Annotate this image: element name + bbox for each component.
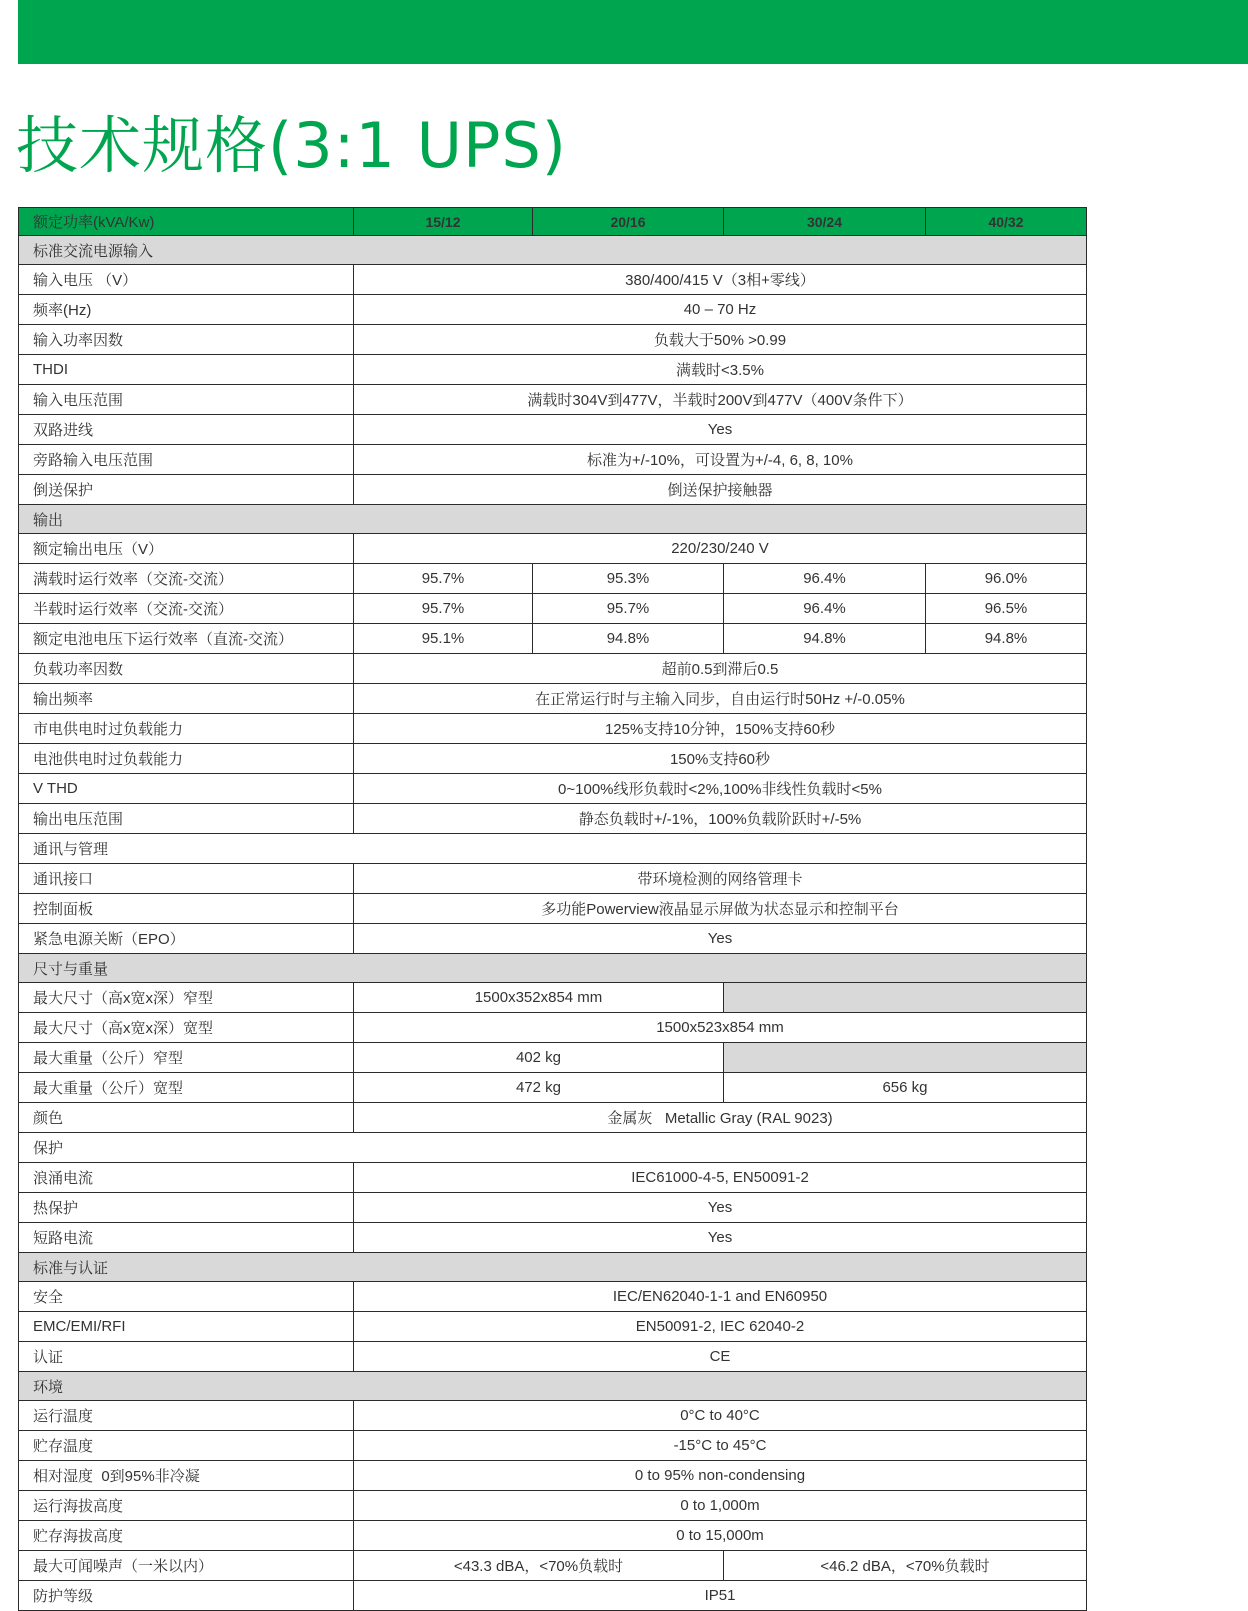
row-value: 96.0%	[926, 564, 1087, 594]
row-label: 最大尺寸（高x宽x深）窄型	[19, 983, 354, 1013]
row-label: 倒送保护	[19, 475, 354, 505]
spec-table	[18, 207, 1087, 1611]
row-value: 带环境检测的网络管理卡	[354, 864, 1087, 894]
row-label: EMC/EMI/RFI	[19, 1312, 354, 1342]
row-label: 热保护	[19, 1193, 354, 1223]
table-row	[19, 445, 1087, 475]
table-row	[19, 1401, 1087, 1431]
table-row	[19, 624, 1087, 654]
page-title: 技术规格(3:1 UPS)	[16, 109, 567, 182]
section-title-standards: 标准与认证	[19, 1253, 1087, 1282]
row-value: 95.7%	[533, 594, 724, 624]
row-value: 95.1%	[354, 624, 533, 654]
table-row	[19, 804, 1087, 834]
row-value: 380/400/415 V（3相+零线）	[354, 265, 1087, 295]
top-green-band	[18, 0, 1248, 64]
table-row	[19, 415, 1087, 445]
row-label: 输入功率因数	[19, 325, 354, 355]
section-title-input: 标准交流电源输入	[19, 236, 1087, 265]
section-title-output: 输出	[19, 505, 1087, 534]
table-row	[19, 1013, 1087, 1043]
row-value: IEC61000-4-5, EN50091-2	[354, 1163, 1087, 1193]
table-row	[19, 1043, 1087, 1073]
row-label: 认证	[19, 1342, 354, 1372]
row-label: 最大可闻噪声（一米以内）	[19, 1551, 354, 1581]
row-value: 负载大于50% >0.99	[354, 325, 1087, 355]
table-row	[19, 894, 1087, 924]
table-row	[19, 1103, 1087, 1133]
row-value: 超前0.5到滞后0.5	[354, 654, 1087, 684]
row-value: 金属灰 Metallic Gray (RAL 9023)	[354, 1103, 1087, 1133]
row-label: 颜色	[19, 1103, 354, 1133]
row-label: 输入电压 （V）	[19, 265, 354, 295]
table-row	[19, 475, 1087, 505]
row-label: 运行温度	[19, 1401, 354, 1431]
row-value: 倒送保护接触器	[354, 475, 1087, 505]
row-value: IEC/EN62040-1-1 and EN60950	[354, 1282, 1087, 1312]
row-label: 输出电压范围	[19, 804, 354, 834]
row-label: 输出频率	[19, 684, 354, 714]
table-row	[19, 1581, 1087, 1611]
section-row	[19, 1253, 1087, 1282]
row-label: 相对湿度 0到95%非冷凝	[19, 1461, 354, 1491]
table-row	[19, 1193, 1087, 1223]
row-value: 0~100%线形负载时<2%,100%非线性负载时<5%	[354, 774, 1087, 804]
row-value: CE	[354, 1342, 1087, 1372]
row-label: 安全	[19, 1282, 354, 1312]
row-value: EN50091-2, IEC 62040-2	[354, 1312, 1087, 1342]
row-label: THDI	[19, 355, 354, 385]
row-value: 40 – 70 Hz	[354, 295, 1087, 325]
model-20-16-header: 20/16	[533, 208, 724, 236]
table-row	[19, 924, 1087, 954]
row-label: V THD	[19, 774, 354, 804]
row-value: Yes	[354, 1223, 1087, 1253]
row-value: <43.3 dBA，<70%负载时	[354, 1551, 724, 1581]
table-row	[19, 1342, 1087, 1372]
row-label: 满载时运行效率（交流-交流）	[19, 564, 354, 594]
table-row	[19, 1312, 1087, 1342]
table-row	[19, 714, 1087, 744]
row-label: 双路进线	[19, 415, 354, 445]
row-value: 150%支持60秒	[354, 744, 1087, 774]
row-value: 95.3%	[533, 564, 724, 594]
table-row	[19, 564, 1087, 594]
row-value: 满载时304V到477V，半载时200V到477V（400V条件下）	[354, 385, 1087, 415]
table-row	[19, 983, 1087, 1013]
table-row	[19, 654, 1087, 684]
table-row	[19, 774, 1087, 804]
row-value: 0 to 95% non-condensing	[354, 1461, 1087, 1491]
row-label: 额定电池电压下运行效率（直流-交流）	[19, 624, 354, 654]
table-row	[19, 1551, 1087, 1581]
row-label: 贮存温度	[19, 1431, 354, 1461]
table-row	[19, 1282, 1087, 1312]
row-value: -15°C to 45°C	[354, 1431, 1087, 1461]
section-title-dims: 尺寸与重量	[19, 954, 1087, 983]
row-label: 防护等级	[19, 1581, 354, 1611]
table-row	[19, 1073, 1087, 1103]
section-title-env: 环境	[19, 1372, 1087, 1401]
not-applicable-cell	[724, 1043, 1087, 1073]
model-40-32-header: 40/32	[926, 208, 1087, 236]
row-label: 短路电流	[19, 1223, 354, 1253]
table-row	[19, 744, 1087, 774]
table-row	[19, 1223, 1087, 1253]
section-row	[19, 954, 1087, 983]
row-value: <46.2 dBA，<70%负载时	[724, 1551, 1087, 1581]
model-30-24-header: 30/24	[724, 208, 926, 236]
row-value: 402 kg	[354, 1043, 724, 1073]
row-label: 紧急电源关断（EPO）	[19, 924, 354, 954]
row-label: 市电供电时过负载能力	[19, 714, 354, 744]
row-value: 94.8%	[533, 624, 724, 654]
row-label: 最大重量（公斤）窄型	[19, 1043, 354, 1073]
row-value: 1500x352x854 mm	[354, 983, 724, 1013]
row-value: 0 to 15,000m	[354, 1521, 1087, 1551]
row-label: 半载时运行效率（交流-交流）	[19, 594, 354, 624]
section-title-protection: 保护	[19, 1133, 1087, 1163]
row-value: 0°C to 40°C	[354, 1401, 1087, 1431]
row-value: 1500x523x854 mm	[354, 1013, 1087, 1043]
table-row	[19, 1491, 1087, 1521]
row-label: 频率(Hz)	[19, 295, 354, 325]
row-label: 额定输出电压（V）	[19, 534, 354, 564]
table-row	[19, 1431, 1087, 1461]
row-value: 95.7%	[354, 564, 533, 594]
row-value: 96.4%	[724, 594, 926, 624]
row-label: 浪涌电流	[19, 1163, 354, 1193]
row-value: Yes	[354, 924, 1087, 954]
row-value: Yes	[354, 415, 1087, 445]
table-row	[19, 325, 1087, 355]
row-value: Yes	[354, 1193, 1087, 1223]
row-value: 94.8%	[926, 624, 1087, 654]
table-row	[19, 534, 1087, 564]
row-value: 96.4%	[724, 564, 926, 594]
table-row	[19, 864, 1087, 894]
row-label: 最大尺寸（高x宽x深）宽型	[19, 1013, 354, 1043]
model-15-12-header: 15/12	[354, 208, 533, 236]
table-row	[19, 1521, 1087, 1551]
row-value: 标准为+/-10%，可设置为+/-4, 6, 8, 10%	[354, 445, 1087, 475]
row-value: IP51	[354, 1581, 1087, 1611]
row-label: 输入电压范围	[19, 385, 354, 415]
table-header-row	[19, 208, 1087, 236]
rated-power-header: 额定功率(kVA/Kw)	[19, 208, 354, 236]
row-value: 656 kg	[724, 1073, 1087, 1103]
table-row	[19, 1163, 1087, 1193]
row-value: 静态负载时+/-1%，100%负载阶跃时+/-5%	[354, 804, 1087, 834]
row-label: 旁路输入电压范围	[19, 445, 354, 475]
table-row	[19, 385, 1087, 415]
row-label: 负载功率因数	[19, 654, 354, 684]
row-value: 满载时<3.5%	[354, 355, 1087, 385]
row-value: 0 to 1,000m	[354, 1491, 1087, 1521]
row-label: 控制面板	[19, 894, 354, 924]
table-row	[19, 684, 1087, 714]
row-label: 最大重量（公斤）宽型	[19, 1073, 354, 1103]
section-row	[19, 505, 1087, 534]
row-label: 贮存海拔高度	[19, 1521, 354, 1551]
table-row	[19, 355, 1087, 385]
table-row	[19, 1461, 1087, 1491]
table-row	[19, 265, 1087, 295]
table-row	[19, 594, 1087, 624]
row-value: 95.7%	[354, 594, 533, 624]
section-row	[19, 1372, 1087, 1401]
row-value: 96.5%	[926, 594, 1087, 624]
section-title-comm: 通讯与管理	[19, 834, 1087, 864]
row-value: 125%支持10分钟，150%支持60秒	[354, 714, 1087, 744]
section-row	[19, 236, 1087, 265]
row-value: 多功能Powerview液晶显示屏做为状态显示和控制平台	[354, 894, 1087, 924]
row-label: 通讯接口	[19, 864, 354, 894]
row-value: 220/230/240 V	[354, 534, 1087, 564]
row-value: 94.8%	[724, 624, 926, 654]
not-applicable-cell	[724, 983, 1087, 1013]
section-row	[19, 834, 1087, 864]
row-label: 运行海拔高度	[19, 1491, 354, 1521]
table-row	[19, 295, 1087, 325]
row-value: 472 kg	[354, 1073, 724, 1103]
row-value: 在正常运行时与主输入同步，自由运行时50Hz +/-0.05%	[354, 684, 1087, 714]
row-label: 电池供电时过负载能力	[19, 744, 354, 774]
section-row	[19, 1133, 1087, 1163]
